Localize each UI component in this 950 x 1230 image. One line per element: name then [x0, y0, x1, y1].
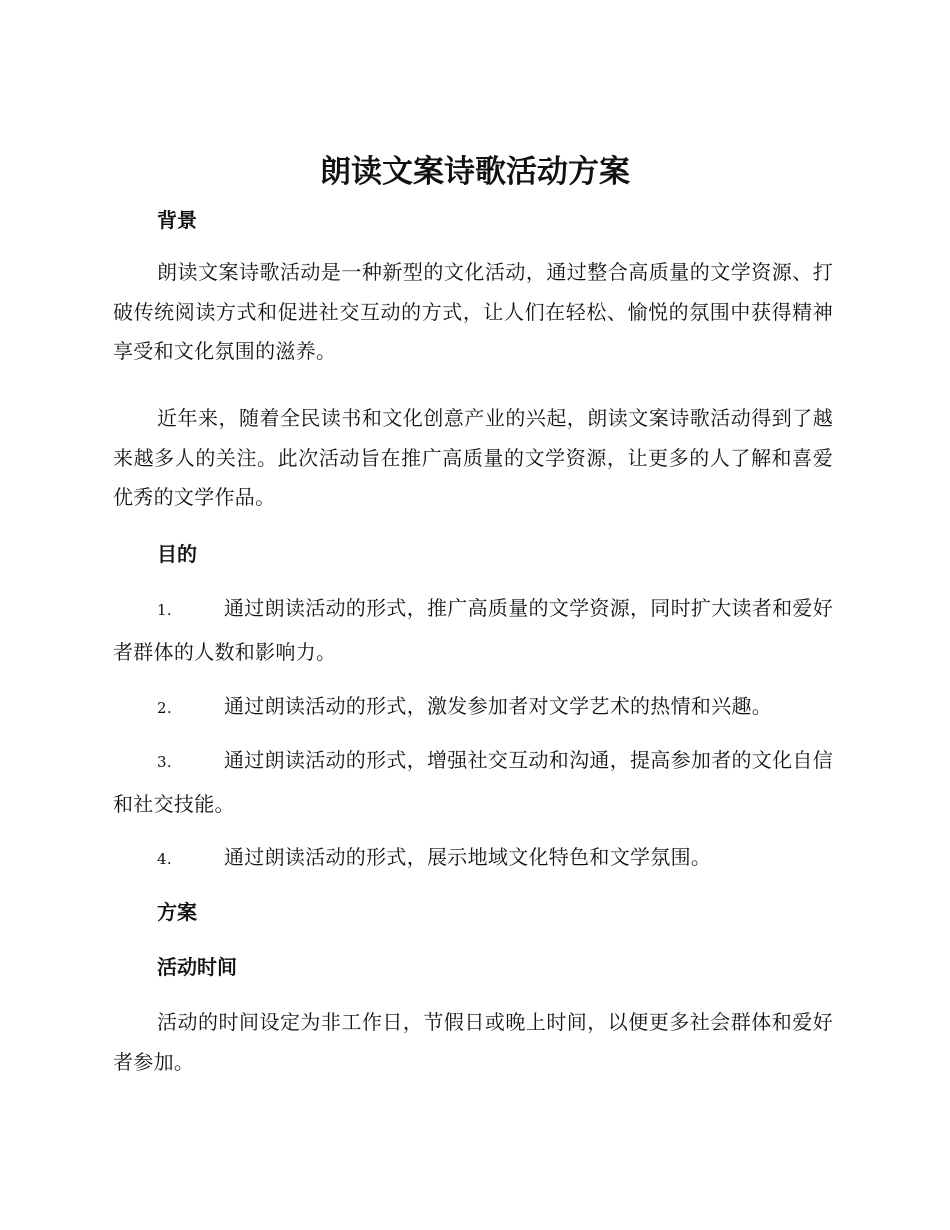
purpose-list-item: [113, 739, 833, 825]
purpose-list-item: [113, 587, 833, 673]
activity-time-paragraph: 活动的时间设定为非工作日，节假日或晚上时间，以便更多社会群体和爱好者参加。: [113, 1010, 833, 1074]
purpose-list-item: [113, 836, 833, 880]
list-item-text: 通过朗读活动的形式，增强社交互动和沟通，提高参加者的文化自信和社交技能。: [113, 748, 833, 816]
section-heading-purpose: 目的: [157, 542, 197, 566]
list-item-number: 3.: [157, 753, 172, 771]
purpose-list-item: [113, 685, 833, 729]
list-item-number: 2.: [157, 699, 172, 717]
list-item-text: 通过朗读活动的形式，推广高质量的文学资源，同时扩大读者和爱好者群体的人数和影响力。: [113, 596, 833, 664]
list-item-text: 通过朗读活动的形式，展示地域文化特色和文学氛围。: [224, 845, 712, 869]
list-item-text: 通过朗读活动的形式，激发参加者对文学艺术的热情和兴趣。: [224, 694, 773, 718]
section-heading-background: 背景: [157, 208, 197, 232]
section-heading-plan: 方案: [157, 900, 197, 924]
background-paragraph-2: 近年来，随着全民读书和文化创意产业的兴起，朗读文案诗歌活动得到了越来越多人的关注。此次活动旨在推广高质量的文学资源，让更多的人了解和喜爱优秀的文学作品。: [113, 406, 833, 509]
list-item-number: 4.: [157, 850, 172, 868]
background-paragraph-1: 朗读文案诗歌活动是一种新型的文化活动，通过整合高质量的文学资源、打破传统阅读方式和促进社交互动的方式，让人们在轻松、愉悦的氛围中获得精神享受和文化氛围的滋养。: [113, 260, 833, 363]
list-item-number: 1.: [157, 601, 172, 619]
subheading-activity-time: 活动时间: [157, 955, 237, 979]
document-title: 朗读文案诗歌活动方案: [320, 154, 630, 190]
